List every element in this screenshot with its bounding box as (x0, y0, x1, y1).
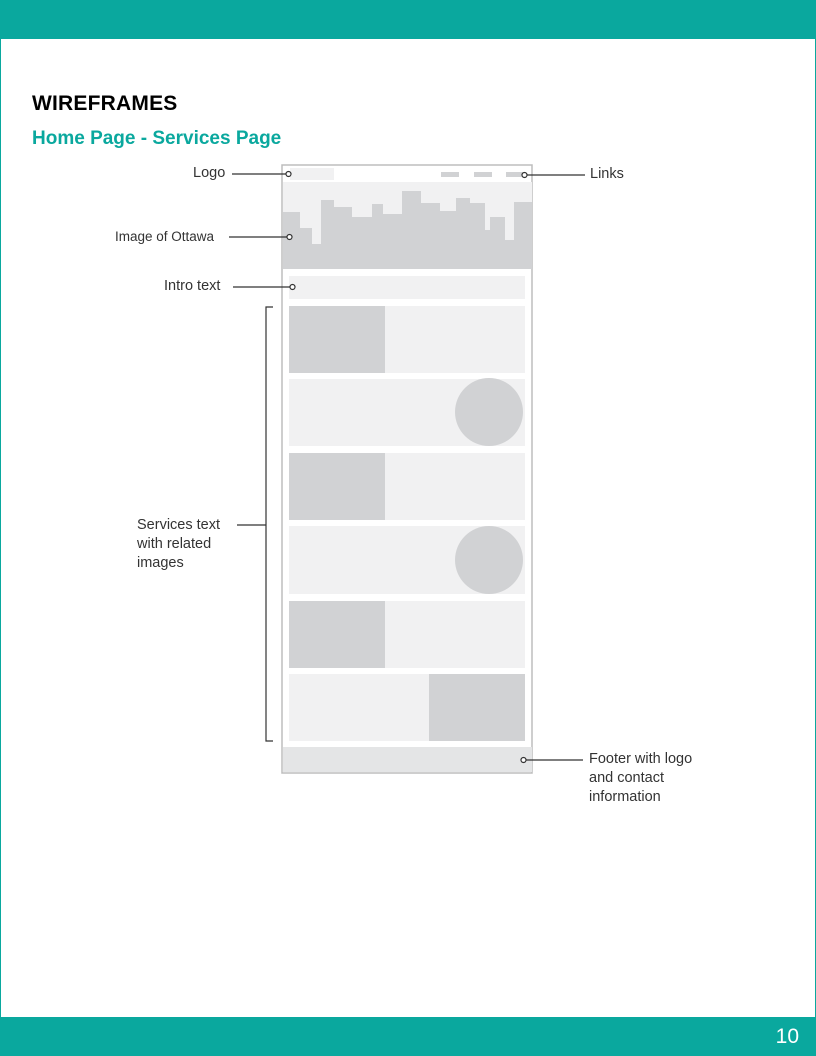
page-number: 10 (775, 1025, 799, 1048)
page-subheading: Home Page - Services Page (32, 128, 282, 149)
callout-bracket-services (266, 307, 273, 741)
wireframe-service-image-3 (289, 453, 385, 520)
callout-dot-intro (290, 285, 295, 290)
label-links: Links (590, 166, 624, 182)
wireframe-link-1 (441, 172, 459, 177)
label-services-line-3: images (137, 555, 184, 571)
label-services-line-1: Services text (137, 517, 220, 533)
callout-dot-logo (286, 172, 291, 177)
label-services (137, 516, 220, 573)
wireframe-service-image-4 (455, 526, 523, 594)
wireframe-link-3 (506, 172, 524, 177)
callout-dot-links (522, 173, 527, 178)
wireframe-footer (283, 747, 532, 772)
callout-dot-footer (521, 758, 526, 763)
wireframe-service-image-1 (289, 306, 385, 373)
label-intro-text: Intro text (164, 278, 221, 294)
callout-dot-image (287, 235, 292, 240)
footer-band (0, 1017, 816, 1056)
wireframe-link-2 (474, 172, 492, 177)
page-heading: WIREFRAMES (32, 92, 178, 115)
wireframe-logo-block (290, 168, 334, 180)
label-footer-line-1: Footer with logo (589, 751, 693, 767)
label-logo: Logo (193, 165, 226, 181)
wireframe-service-image-5 (289, 601, 385, 668)
wireframe-service-image-2 (455, 378, 523, 446)
wireframe-service-image-6 (429, 674, 525, 741)
label-footer-line-3: information (589, 789, 661, 805)
label-image-of-ottawa: Image of Ottawa (115, 229, 215, 244)
label-services-line-2: with related (137, 536, 212, 552)
label-footer-line-2: and contact (589, 770, 664, 786)
label-footer (589, 750, 692, 807)
wireframe-intro-bar (289, 276, 525, 299)
